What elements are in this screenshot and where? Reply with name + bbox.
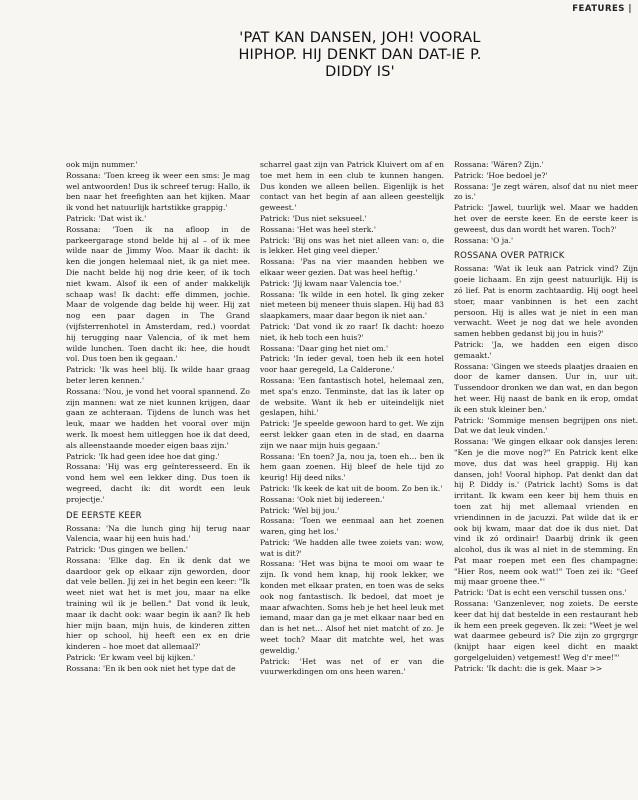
section-label: FEATURES |	[572, 4, 632, 14]
paragraph: Patrick: 'Wel bij jou.'	[260, 505, 340, 515]
paragraph: Patrick: 'Jij kwam naar Valencia toe.'	[260, 278, 402, 288]
pull-quote: 'PAT KAN DANSEN, JOH! VOORAL HIPHOP. HIJ DENKT DAN DAT-IE P. DIDDY IS'	[238, 30, 482, 80]
paragraph: Rossana: 'Toen ik na afloop in de parkeergarage stond belde hij al – of ik mee wilde naar de Jimmy Woo. Maar ik dacht: ik ken die jongen helemaal niet, ik ga niet mee. Die nacht belde hij nog drie keer, of ik toch niet kwam. Alsof ik een of ander makkelijk schaap was! Ik dacht: effe dimmen, jochie. Maar de volgende dag belde hij weer. Hij zat nog een paar dagen in The Grand (vijfsterrenhotel in Amsterdam, red.) voordat hij terugging naar Valencia, of ik met hem wilde lunchen. Toen dacht ik: hee, die houdt vol. Dus toen ben ik gegaan.'	[66, 224, 250, 364]
paragraph: Rossana: 'Een fantastisch hotel, helemaal zen, met spa's enzo. Tenminste, dat las ik later op de website. Want ik heb er uiteindelijk niet geslapen, hihi.'	[260, 375, 444, 418]
paragraph: Patrick: 'Jawel, tuurlijk wel. Maar we hadden het over de eerste keer. En de eerste keer is geweest, dus dan wordt het waren. Toch?'	[454, 203, 638, 234]
paragraph: Rossana: 'O ja.'	[454, 235, 514, 245]
paragraph: Rossana: 'Elke dag. En ik denk dat we daardoor gek op elkaar zijn geworden, door dat vele bellen. Jij zei in het begin een keer: "Ik weet niet wat het is met jou, maar na elke training wil ik je bellen." Dat vond ik leuk, maar ik dacht ook: waar begin ik aan? Ik heb hier mijn baan, mijn huis, de kinderen zitten hier op school, hij heeft een ex en drie kinderen – hoe moet dat allemaal?'	[66, 555, 250, 652]
paragraph: Rossana: 'Het was bijna te mooi om waar te zijn. Ik vond hem knap, hij rook lekker, we konden met elkaar praten, en toen was de seks ook nog fantastisch. Ik bedoel, dat moet je maar afwachten. Soms heb je het heel leuk met iemand, maar dan ga je met elkaar naar bed en dan is het net… Alsof het niet matcht of zo. Je weet toch? Maar dit matchte wel, het was geweldig.'	[260, 559, 444, 655]
paragraph: Patrick: 'Het was net of er van die vuurwerkdingen om ons heen waren.'	[260, 656, 444, 677]
paragraph: Rossana: 'Wat ik leuk aan Patrick vind? Zijn goeie lichaam. En zijn geest natuurlijk. Hij is zó lief. Pat is enorm zachtaardig. Hij oogt heel stoer, maar vanbinnen is het een zacht persoon. Hij is alles wat je niet in een man verwacht. Weet je nog dat we hele avonden samen hebben gedanst bij jou in huis?'	[454, 264, 638, 339]
paragraph: Patrick: 'In ieder geval, toen heb ik een hotel voor haar geregeld, La Calderone.'	[260, 354, 444, 375]
subheading: ROSSANA OVER PATRICK	[454, 251, 565, 262]
subheading: DE EERSTE KEER	[66, 510, 142, 521]
paragraph: Rossana: 'Gingen we steeds plaatjes draaien en door de kamer dansen. Uur in, uur uit. Tussendoor dronken we dan wat, en dan begon het weer. Hij naast de bank en ik erop, omdat ik een stuk kleiner ben.'	[454, 361, 638, 414]
paragraph: Rossana: 'Pas na vier maanden hebben we elkaar weer gezien. Dat was heel heftig.'	[260, 257, 444, 277]
paragraph: Patrick: 'Ik dacht: die is gek. Maar >>	[454, 663, 603, 673]
paragraph: Rossana: 'Daar ging het niet om.'	[260, 343, 389, 353]
paragraph: Patrick: 'We hadden alle twee zoiets van: wow, wat is dit?'	[260, 537, 444, 558]
paragraph: Rossana: 'Na die lunch ging hij terug naar Valencia, waar hij een huis had.'	[66, 523, 250, 544]
paragraph: Rossana: 'Ganzenlever, nog zoiets. De eerste keer dat hij dat bestelde in een restaurant heb ik hem een preek gegeven. Ik zei: "Weet je wel wat daarmee gebeurd is? Die zijn zo grgrgrgr (knijpt haar eigen keel dicht en maakt gorgelgeluiden) vetgemest! Weg d'r mee!"'	[454, 599, 638, 663]
paragraph: Patrick: 'Dat is echt een verschil tussen ons.'	[454, 588, 627, 598]
paragraph: Patrick: 'Ja, we hadden een eigen disco gemaakt.'	[454, 339, 638, 360]
text-column-1	[66, 160, 250, 800]
paragraph: Patrick: 'Ik was heel blij. Ik wilde haar graag beter leren kennen.'	[66, 365, 250, 385]
paragraph: Rossana: 'Ik wilde in een hotel. Ik ging zeker niet meteen bij meneer thuis slapen. Hij had 83 slaapkamers, maar daar begon ik niet aan.'	[260, 289, 444, 321]
paragraph: Patrick: 'Dus niet seksueel.'	[260, 213, 367, 223]
text-column-2	[260, 160, 444, 800]
text-column-3	[454, 160, 638, 800]
paragraph: Patrick: 'Er kwam veel bij kijken.'	[66, 653, 196, 663]
paragraph: Patrick: 'Dus gingen we bellen.'	[66, 545, 188, 555]
paragraph: Rossana: 'We gingen elkaar ook dansjes leren: "Ken je die move nog?" En Patrick kent elke move, dus dat was heel grappig. Hij kan dansen, joh! Vooral hiphop. Pat denkt dan dat hij P. Diddy is.' (Patrick lacht) Soms is dat irritant. Ik kwam een keer bij hem thuis en toen zat hij met allemaal vrienden en vriendinnen in de jacuzzi. Pat wilde dat ik er ook bij kwam, maar dat doe ik dus niet. Dat vind ik zó ordinair! Daarbij drink ik geen alcohol, dus ik was al niet in de stemming. En Pat maar roepen met een fles champagne: "Hier Ros, neem ook wat!" Toen zei ik: "Geef mij maar groene thee."'	[454, 437, 638, 587]
paragraph: Patrick: 'Ik had geen idee hoe dat ging.'	[66, 451, 220, 461]
paragraph: Rossana: 'Toen kreeg ik weer een sms: Je mag wel antwoorden! Dus ik schreef terug: Hallo, ik ben naar het freefighten aan het kijken. Maar ik vond het natuurlijk hartstikke grappig.'	[66, 170, 250, 213]
paragraph: Rossana: 'Het was heel sterk.'	[260, 224, 376, 234]
paragraph: scharrel gaat zijn van Patrick Kluivert om af en toe met hem in een club te kunnen hangen. Dus konden we alleen bellen. Eigenlijk is het contact van het begin af aan alleen geestelijk geweest.'	[260, 160, 444, 213]
paragraph: Rossana: 'Nou, je vond het vooral spannend. Zo zijn mannen: wat ze niet kunnen krijgen, daar gaan ze achteraan. Tijdens de lunch was het leuk, maar we hadden het vooral over mijn werk. Ik moest hem uitleggen hoe ik dat deed, als alleenstaande moeder eigen baas zijn.'	[66, 386, 250, 450]
paragraph: Rossana: 'Toen we eenmaal aan het zoenen waren, ging het los.'	[260, 516, 444, 537]
paragraph: Rossana: 'Wáren? Zijn.'	[454, 160, 544, 169]
paragraph: Rossana: 'En ik ben ook niet het type dat de	[66, 663, 236, 673]
paragraph: Patrick: 'Sommige mensen begrijpen ons niet. Dat we dat leuk vinden.'	[454, 415, 638, 436]
paragraph: Patrick: 'Ik keek de kat uit de boom. Zo ben ik.'	[260, 483, 443, 493]
paragraph: Patrick: 'Bij ons was het niet alleen van: o, die is lekker. Het ging veel dieper.'	[260, 235, 444, 256]
paragraph: Rossana: 'Hij was erg geïnteresseerd. En ik vond hem wel een lekker ding. Dus toen ik wegreed, dacht ik: dit wordt een leuk projectje.'	[66, 462, 250, 504]
paragraph: Patrick: 'Je speelde gewoon hard to get. We zijn eerst lekker gaan eten in de stad, en daarna zijn we naar mijn huis gegaan.'	[260, 419, 444, 450]
paragraph: Rossana: 'En toen? Ja, nou ja, toen eh… ben ik hem gaan zoenen. Hij bleef de hele tijd zo keurig! Hij deed niks.'	[260, 451, 444, 483]
paragraph: Patrick: 'Dat wist ik.'	[66, 213, 147, 223]
paragraph: Rossana: 'Je zegt wáren, alsof dat nu niet meer zo is.'	[454, 181, 638, 202]
paragraph: ook mijn nummer.'	[66, 160, 138, 169]
paragraph: Patrick: 'Dat vond ik zo raar! Ik dacht: hoezo niet, ik heb toch een huis?'	[260, 321, 444, 342]
paragraph: Patrick: 'Hoe bedoel je?'	[454, 170, 548, 180]
paragraph: Rossana: 'Ook niet bij iedereen.'	[260, 494, 385, 504]
